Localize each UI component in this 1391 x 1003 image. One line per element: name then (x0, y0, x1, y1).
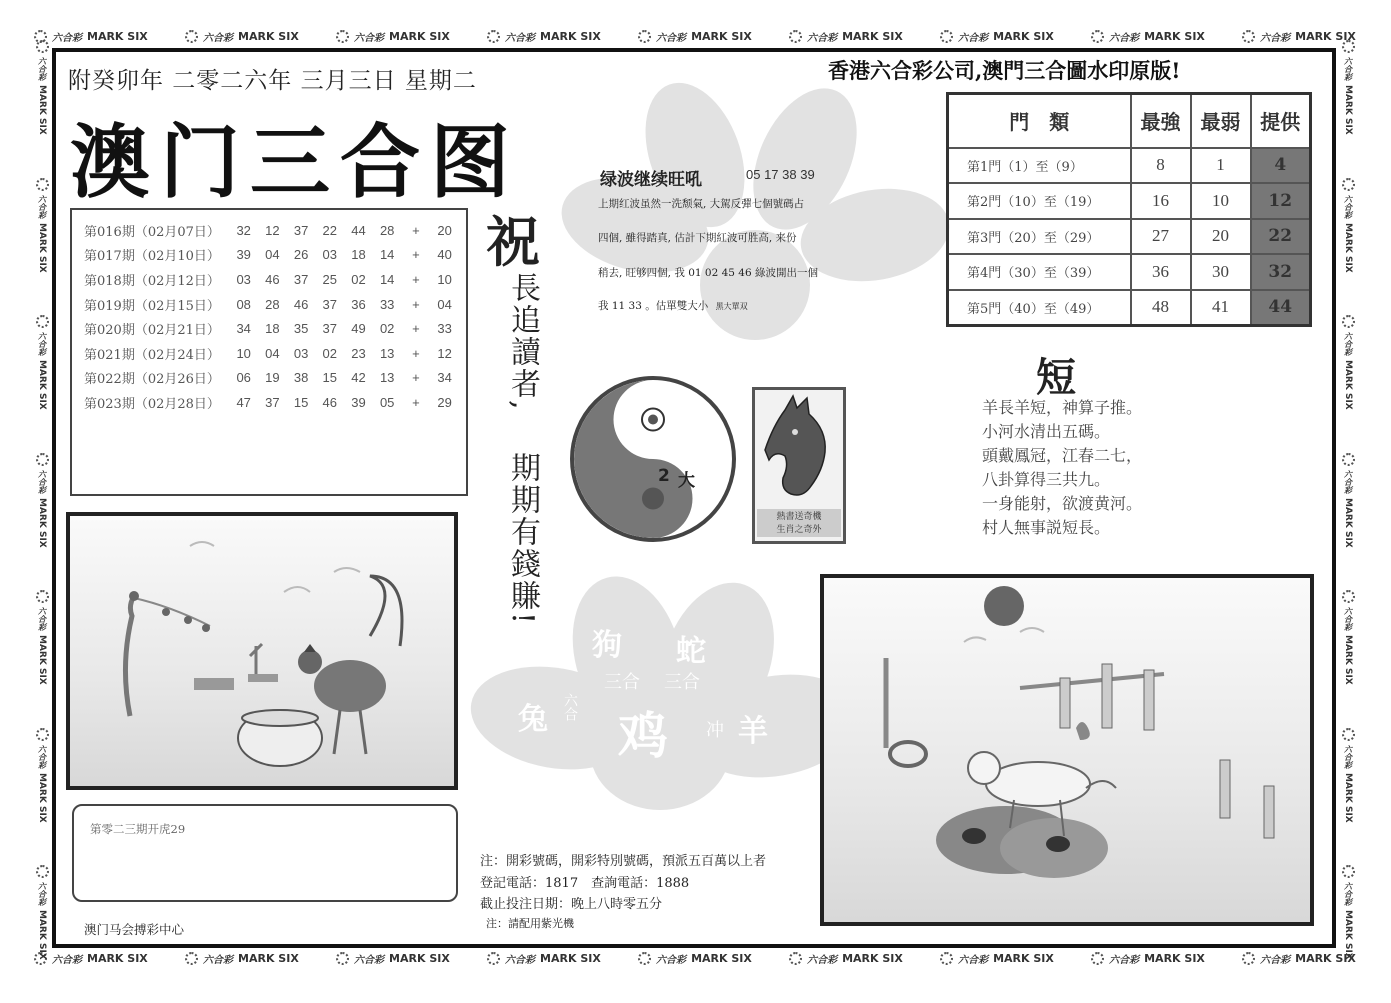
flower-icon (1242, 30, 1255, 43)
horse-caption-1: 熱書送奇機 (776, 512, 822, 522)
brand-en-label: MARK SIX (691, 29, 752, 43)
history-special-number: 12 (437, 345, 452, 361)
border-brand-unit (1342, 453, 1355, 548)
yinyang-bottom-label: 大 (678, 471, 695, 491)
history-number: 28 (265, 296, 280, 312)
flower-icon (336, 30, 349, 43)
yinyang-bottom-number: 2 (658, 466, 670, 486)
history-number: 02 (379, 321, 395, 337)
history-number: 10 (236, 345, 251, 361)
history-number: 04 (265, 345, 280, 361)
history-number: 22 (322, 222, 338, 238)
border-brand-unit (185, 951, 299, 966)
flower-icon (36, 178, 49, 191)
flower-icon (638, 952, 651, 965)
left-border-strip (32, 40, 52, 960)
door-name: 第5門（40）至（49） (948, 290, 1131, 326)
history-number: 44 (351, 222, 366, 238)
center-name: 澳门马会搏彩中心 (84, 922, 185, 937)
door-provide: 12 (1251, 183, 1311, 219)
brand-cn-label: 六合彩 (958, 32, 989, 44)
history-period: 第023期（02月28日） (84, 396, 220, 412)
brand-en-label: MARK SIX (1144, 29, 1205, 43)
flower-icon (185, 952, 198, 965)
history-number: 37 (293, 222, 309, 238)
history-number: 46 (322, 394, 338, 410)
history-row (84, 218, 454, 243)
brand-cn-label: 六合彩 (807, 954, 838, 966)
history-plus: + (412, 345, 420, 361)
door-strongest: 27 (1131, 219, 1191, 255)
blessing-title: 祝 (486, 210, 540, 274)
history-special-number: 29 (437, 394, 452, 410)
brand-cn-label: 六合彩 (1343, 332, 1353, 357)
info-line-1: 注：開彩號碼，開彩特別號碼，預派五百萬以上者 (480, 854, 767, 869)
flower-icon (1342, 865, 1355, 878)
brand-en-label: MARK SIX (389, 951, 450, 965)
history-row (84, 316, 454, 341)
border-brand-unit (36, 590, 49, 685)
brand-cn-label: 六合彩 (37, 607, 47, 632)
history-plus: + (412, 222, 420, 238)
wave-line-4-text: 我 11 33 。估單雙大小 (598, 300, 709, 312)
header-strongest: 最強 (1131, 94, 1191, 148)
border-brand-unit (940, 951, 1054, 966)
poem-line: 頭戴鳳冠，江春二七， (982, 446, 1143, 465)
flower-icon (36, 453, 49, 466)
border-brand-unit (185, 29, 299, 44)
brand-en-label: MARK SIX (37, 910, 47, 960)
history-period: 第019期（02月15日） (84, 298, 220, 314)
flower-icon (1342, 178, 1355, 191)
brand-en-label: MARK SIX (238, 29, 299, 43)
note-box-text: 第零二三期开虎29 (90, 822, 186, 836)
door-table-row (948, 148, 1311, 184)
brand-cn-label: 六合彩 (1343, 57, 1353, 81)
border-brand-unit (36, 40, 49, 135)
history-number: 47 (236, 394, 251, 410)
border-brand-unit (1342, 590, 1355, 685)
border-brand-unit (638, 951, 752, 966)
history-number: 13 (379, 370, 395, 386)
wave-numbers: 05 17 38 39 (746, 167, 815, 182)
wave-text-line-1: 上期红波虽然一洗颓氣, 大駕反彈七個號碼占 (598, 198, 805, 210)
border-brand-unit (789, 951, 903, 966)
history-special-number: 04 (437, 296, 452, 312)
border-brand-unit (940, 29, 1054, 44)
brand-cn-label: 六合彩 (354, 32, 385, 44)
yinyang-icon (570, 376, 736, 542)
history-row (84, 341, 454, 366)
brand-en-label: MARK SIX (37, 497, 47, 548)
top-border-strip (30, 26, 1360, 46)
door-provide: 22 (1251, 219, 1311, 255)
door-weakest: 30 (1191, 254, 1251, 290)
brand-cn-label: 六合彩 (354, 954, 385, 966)
door-strongest: 48 (1131, 290, 1191, 326)
history-number: 04 (265, 247, 280, 263)
brand-en-label: MARK SIX (1343, 497, 1353, 548)
history-number: 37 (322, 296, 338, 312)
border-brand-unit (36, 315, 49, 410)
history-number: 39 (236, 247, 251, 263)
rooster-illustration (66, 512, 458, 790)
flower-icon (36, 728, 49, 741)
door-weakest: 41 (1191, 290, 1251, 326)
page-title: 澳门三合图 (70, 116, 520, 209)
history-number: 39 (351, 394, 366, 410)
history-row (84, 267, 454, 292)
note-box (72, 804, 458, 902)
brand-cn-label: 六合彩 (656, 32, 687, 44)
history-number: 03 (293, 345, 309, 361)
brand-cn-label: 六合彩 (37, 332, 47, 357)
flower-icon (1091, 30, 1104, 43)
header-category: 門 類 (948, 94, 1131, 148)
brand-en-label: MARK SIX (540, 951, 601, 965)
sanhe-right: 三合 (664, 672, 700, 693)
blessing-line-2: 期期有錢賺! (505, 452, 540, 627)
history-number: 12 (265, 222, 280, 238)
brand-en-label: MARK SIX (37, 85, 47, 135)
history-row (84, 366, 454, 391)
brand-cn-label: 六合彩 (37, 469, 47, 494)
brand-en-label: MARK SIX (842, 951, 903, 965)
history-special-number: 40 (437, 247, 452, 263)
brand-cn-label: 六合彩 (505, 954, 536, 966)
history-number: 19 (265, 370, 280, 386)
brand-en-label: MARK SIX (1343, 360, 1353, 410)
poem-line: 八卦算得三共九。 (982, 470, 1111, 489)
door-provide: 44 (1251, 290, 1311, 326)
sanhe-left: 三合 (604, 672, 640, 693)
brand-en-label: MARK SIX (1343, 772, 1353, 823)
bottom-border-strip (30, 948, 1360, 968)
border-brand-unit (638, 29, 752, 44)
flower-icon (185, 30, 198, 43)
flower-icon (1342, 590, 1355, 603)
history-row (84, 390, 454, 415)
history-period: 第020期（02月21日） (84, 323, 220, 339)
history-plus: + (412, 370, 420, 386)
flower-icon (1342, 453, 1355, 466)
brand-en-label: MARK SIX (238, 951, 299, 965)
poem (982, 396, 1142, 540)
history-number: 37 (322, 321, 338, 337)
brand-cn-label: 六合彩 (1343, 607, 1353, 632)
brand-en-label: MARK SIX (389, 29, 450, 43)
brand-en-label: MARK SIX (37, 772, 47, 823)
flower-icon (1242, 952, 1255, 965)
border-brand-unit (487, 29, 601, 44)
wave-text-line-4 (598, 298, 748, 313)
poem-line: 羊長羊短，神算子推。 (982, 398, 1143, 417)
border-brand-unit (36, 865, 49, 960)
flower-icon (789, 952, 802, 965)
flower-icon (1091, 952, 1104, 965)
brand-cn-label: 六合彩 (37, 194, 47, 219)
door-table-header (948, 94, 1311, 148)
history-special-number: 20 (437, 222, 452, 238)
history-number: 02 (322, 345, 338, 361)
door-table (946, 92, 1312, 327)
brand-en-label: MARK SIX (842, 29, 903, 43)
brand-en-label: MARK SIX (1343, 222, 1353, 273)
flower-icon (36, 40, 49, 53)
history-number: 08 (236, 296, 251, 312)
flower-icon (1342, 728, 1355, 741)
history-number: 37 (265, 394, 280, 410)
border-brand-unit (789, 29, 903, 44)
zodiac-rooster: 鸡 (618, 706, 668, 765)
history-plus: + (412, 296, 420, 312)
history-special-number: 34 (437, 370, 452, 386)
brand-en-label: MARK SIX (540, 29, 601, 43)
zodiac-dog: 狗 (592, 628, 622, 663)
history-number: 23 (351, 345, 366, 361)
border-brand-unit (1091, 951, 1205, 966)
brand-cn-label: 六合彩 (505, 32, 536, 44)
header-provide: 提供 (1251, 94, 1311, 148)
history-number: 25 (322, 271, 338, 287)
brand-en-label: MARK SIX (691, 951, 752, 965)
history-row (84, 243, 454, 268)
brand-en-label: MARK SIX (1343, 85, 1353, 135)
brand-en-label: MARK SIX (37, 635, 47, 685)
info-line-2: 登記電話：1817 查詢電話：1888 (480, 876, 690, 891)
history-number: 06 (236, 370, 251, 386)
flower-icon (1342, 315, 1355, 328)
poem-line: 一身能射，欲渡黄河。 (982, 494, 1143, 513)
zodiac-sheep: 羊 (738, 714, 768, 749)
brand-cn-label: 六合彩 (203, 954, 234, 966)
brand-cn-label: 六合彩 (37, 57, 47, 81)
history-number: 36 (351, 296, 366, 312)
blessing-line-1: 長追讀者, (505, 272, 540, 412)
horse-head-icon (755, 390, 843, 508)
zodiac-rabbit: 兔 (518, 702, 548, 737)
history-number: 34 (236, 321, 251, 337)
border-brand-unit (336, 951, 450, 966)
history-number: 02 (351, 271, 366, 287)
border-brand-unit (36, 178, 49, 273)
door-provide: 32 (1251, 254, 1311, 290)
border-brand-unit (1342, 40, 1355, 135)
brand-cn-label: 六合彩 (52, 32, 82, 44)
flower-icon (36, 590, 49, 603)
door-strongest: 36 (1131, 254, 1191, 290)
door-name: 第2門（10）至（19） (948, 183, 1131, 219)
door-strongest: 8 (1131, 148, 1191, 184)
brand-en-label: MARK SIX (87, 29, 148, 43)
brand-en-label: MARK SIX (1343, 635, 1353, 685)
brand-en-label: MARK SIX (1295, 951, 1356, 965)
border-brand-unit (336, 29, 450, 44)
wave-text-line-3: 稍去, 旺够四個, 我 01 02 45 46 綠波開出一個 (598, 267, 818, 279)
history-plus: + (412, 271, 420, 287)
date-line: 附癸卯年 二零二六年 三月三日 星期二 (68, 68, 477, 94)
brand-cn-label: 六合彩 (1343, 744, 1353, 769)
door-weakest: 10 (1191, 183, 1251, 219)
history-number: 42 (351, 370, 366, 386)
border-brand-unit (1091, 29, 1205, 44)
door-table-row (948, 219, 1311, 255)
wave-title: 绿波继续旺吼 (600, 170, 702, 190)
flower-icon (36, 315, 49, 328)
brand-en-label: MARK SIX (1144, 951, 1205, 965)
border-brand-unit (1342, 315, 1355, 410)
flower-icon (940, 952, 953, 965)
history-plus: + (412, 321, 420, 337)
wave-text-line-2: 四個, 雖得踏真, 估計下期紅波可胜高, 来份 (598, 232, 797, 244)
history-number: 03 (236, 271, 251, 287)
history-number: 26 (293, 247, 309, 263)
door-strongest: 16 (1131, 183, 1191, 219)
poem-line: 村人無事説短長。 (982, 518, 1111, 537)
brand-en-label: MARK SIX (87, 951, 148, 965)
history-number: 49 (351, 321, 366, 337)
brand-en-label: MARK SIX (993, 29, 1054, 43)
brand-en-label: MARK SIX (1295, 29, 1356, 43)
brand-en-label: MARK SIX (37, 222, 47, 273)
history-plus: + (412, 247, 420, 263)
yinyang-top-number: 5 (644, 390, 655, 408)
brand-cn-label: 六合彩 (1109, 954, 1140, 966)
history-number: 03 (322, 247, 338, 263)
brand-cn-label: 六合彩 (52, 954, 82, 966)
right-border-strip (1338, 40, 1358, 960)
zodiac-snake: 蛇 (676, 634, 706, 669)
door-name: 第3門（20）至（29） (948, 219, 1131, 255)
door-table-row (948, 290, 1311, 326)
flower-icon (940, 30, 953, 43)
poem-line: 小河水清出五碼。 (982, 422, 1111, 441)
history-number: 15 (293, 394, 309, 410)
brand-cn-label: 六合彩 (1109, 32, 1140, 44)
history-special-number: 33 (437, 321, 452, 337)
dog-illustration (820, 574, 1314, 926)
brand-cn-label: 六合彩 (37, 744, 47, 769)
brand-cn-label: 六合彩 (807, 32, 838, 44)
door-name: 第4門（30）至（39） (948, 254, 1131, 290)
chong-label: 冲 (706, 720, 724, 741)
info-line-3: 截止投注日期：晚上八時零五分 (480, 897, 663, 912)
history-number: 38 (293, 370, 309, 386)
brand-cn-label: 六合彩 (1343, 194, 1353, 219)
brand-cn-label: 六合彩 (1260, 32, 1291, 44)
door-provide: 4 (1251, 148, 1311, 184)
flower-icon (789, 30, 802, 43)
history-number: 18 (265, 321, 280, 337)
history-number: 46 (293, 296, 309, 312)
company-banner: 香港六合彩公司,澳門三合圖水印原版! (828, 58, 1181, 83)
info-line-4: 注：請配用紫光機 (486, 917, 574, 930)
history-number: 05 (379, 394, 395, 410)
brand-cn-label: 六合彩 (1343, 469, 1353, 494)
liuhe-label: 六合 (562, 693, 578, 721)
history-number: 14 (379, 247, 395, 263)
history-period: 第017期（02月10日） (84, 249, 220, 265)
history-number: 37 (293, 271, 309, 287)
border-brand-unit (1342, 178, 1355, 273)
brand-en-label: MARK SIX (37, 360, 47, 410)
history-period: 第021期（02月24日） (84, 347, 220, 363)
history-plus: + (412, 394, 420, 410)
brand-cn-label: 六合彩 (958, 954, 989, 966)
history-number: 18 (351, 247, 366, 263)
horse-caption-box (757, 509, 841, 537)
brand-cn-label: 六合彩 (1260, 954, 1291, 966)
flower-icon (336, 952, 349, 965)
border-brand-unit (36, 728, 49, 823)
history-number: 32 (236, 222, 251, 238)
history-number: 46 (265, 271, 280, 287)
flower-icon (1342, 40, 1355, 53)
horse-caption-2: 生肖之奇外 (776, 525, 822, 535)
door-table-row (948, 254, 1311, 290)
border-brand-unit (1342, 728, 1355, 823)
history-special-number: 10 (437, 271, 452, 287)
history-number: 28 (379, 222, 395, 238)
brand-en-label: MARK SIX (993, 951, 1054, 965)
brand-cn-label: 六合彩 (656, 954, 687, 966)
history-period: 第018期（02月12日） (84, 273, 220, 289)
poem-title: 短 (1036, 354, 1076, 401)
flower-icon (36, 865, 49, 878)
border-brand-unit (487, 951, 601, 966)
history-period: 第016期（02月07日） (84, 224, 220, 240)
header-weakest: 最弱 (1191, 94, 1251, 148)
flower-icon (487, 30, 500, 43)
door-table-row (948, 183, 1311, 219)
flower-icon (487, 952, 500, 965)
history-period: 第022期（02月26日） (84, 372, 220, 388)
brand-cn-label: 六合彩 (1343, 882, 1353, 907)
border-brand-unit (36, 453, 49, 548)
wave-line-4-small: 黑大單双 (715, 302, 748, 311)
brand-en-label: MARK SIX (1343, 910, 1353, 960)
brand-cn-label: 六合彩 (37, 882, 47, 907)
flower-icon (638, 30, 651, 43)
border-brand-unit (1342, 865, 1355, 960)
history-number: 35 (293, 321, 309, 337)
door-weakest: 1 (1191, 148, 1251, 184)
door-weakest: 20 (1191, 219, 1251, 255)
brand-cn-label: 六合彩 (203, 32, 234, 44)
door-name: 第1門（1）至（9） (948, 148, 1131, 184)
history-number: 13 (379, 345, 395, 361)
horse-card (752, 387, 846, 544)
history-number: 14 (379, 271, 395, 287)
draw-history-panel (70, 208, 468, 496)
history-number: 33 (379, 296, 395, 312)
history-row (84, 292, 454, 317)
history-number: 15 (322, 370, 338, 386)
